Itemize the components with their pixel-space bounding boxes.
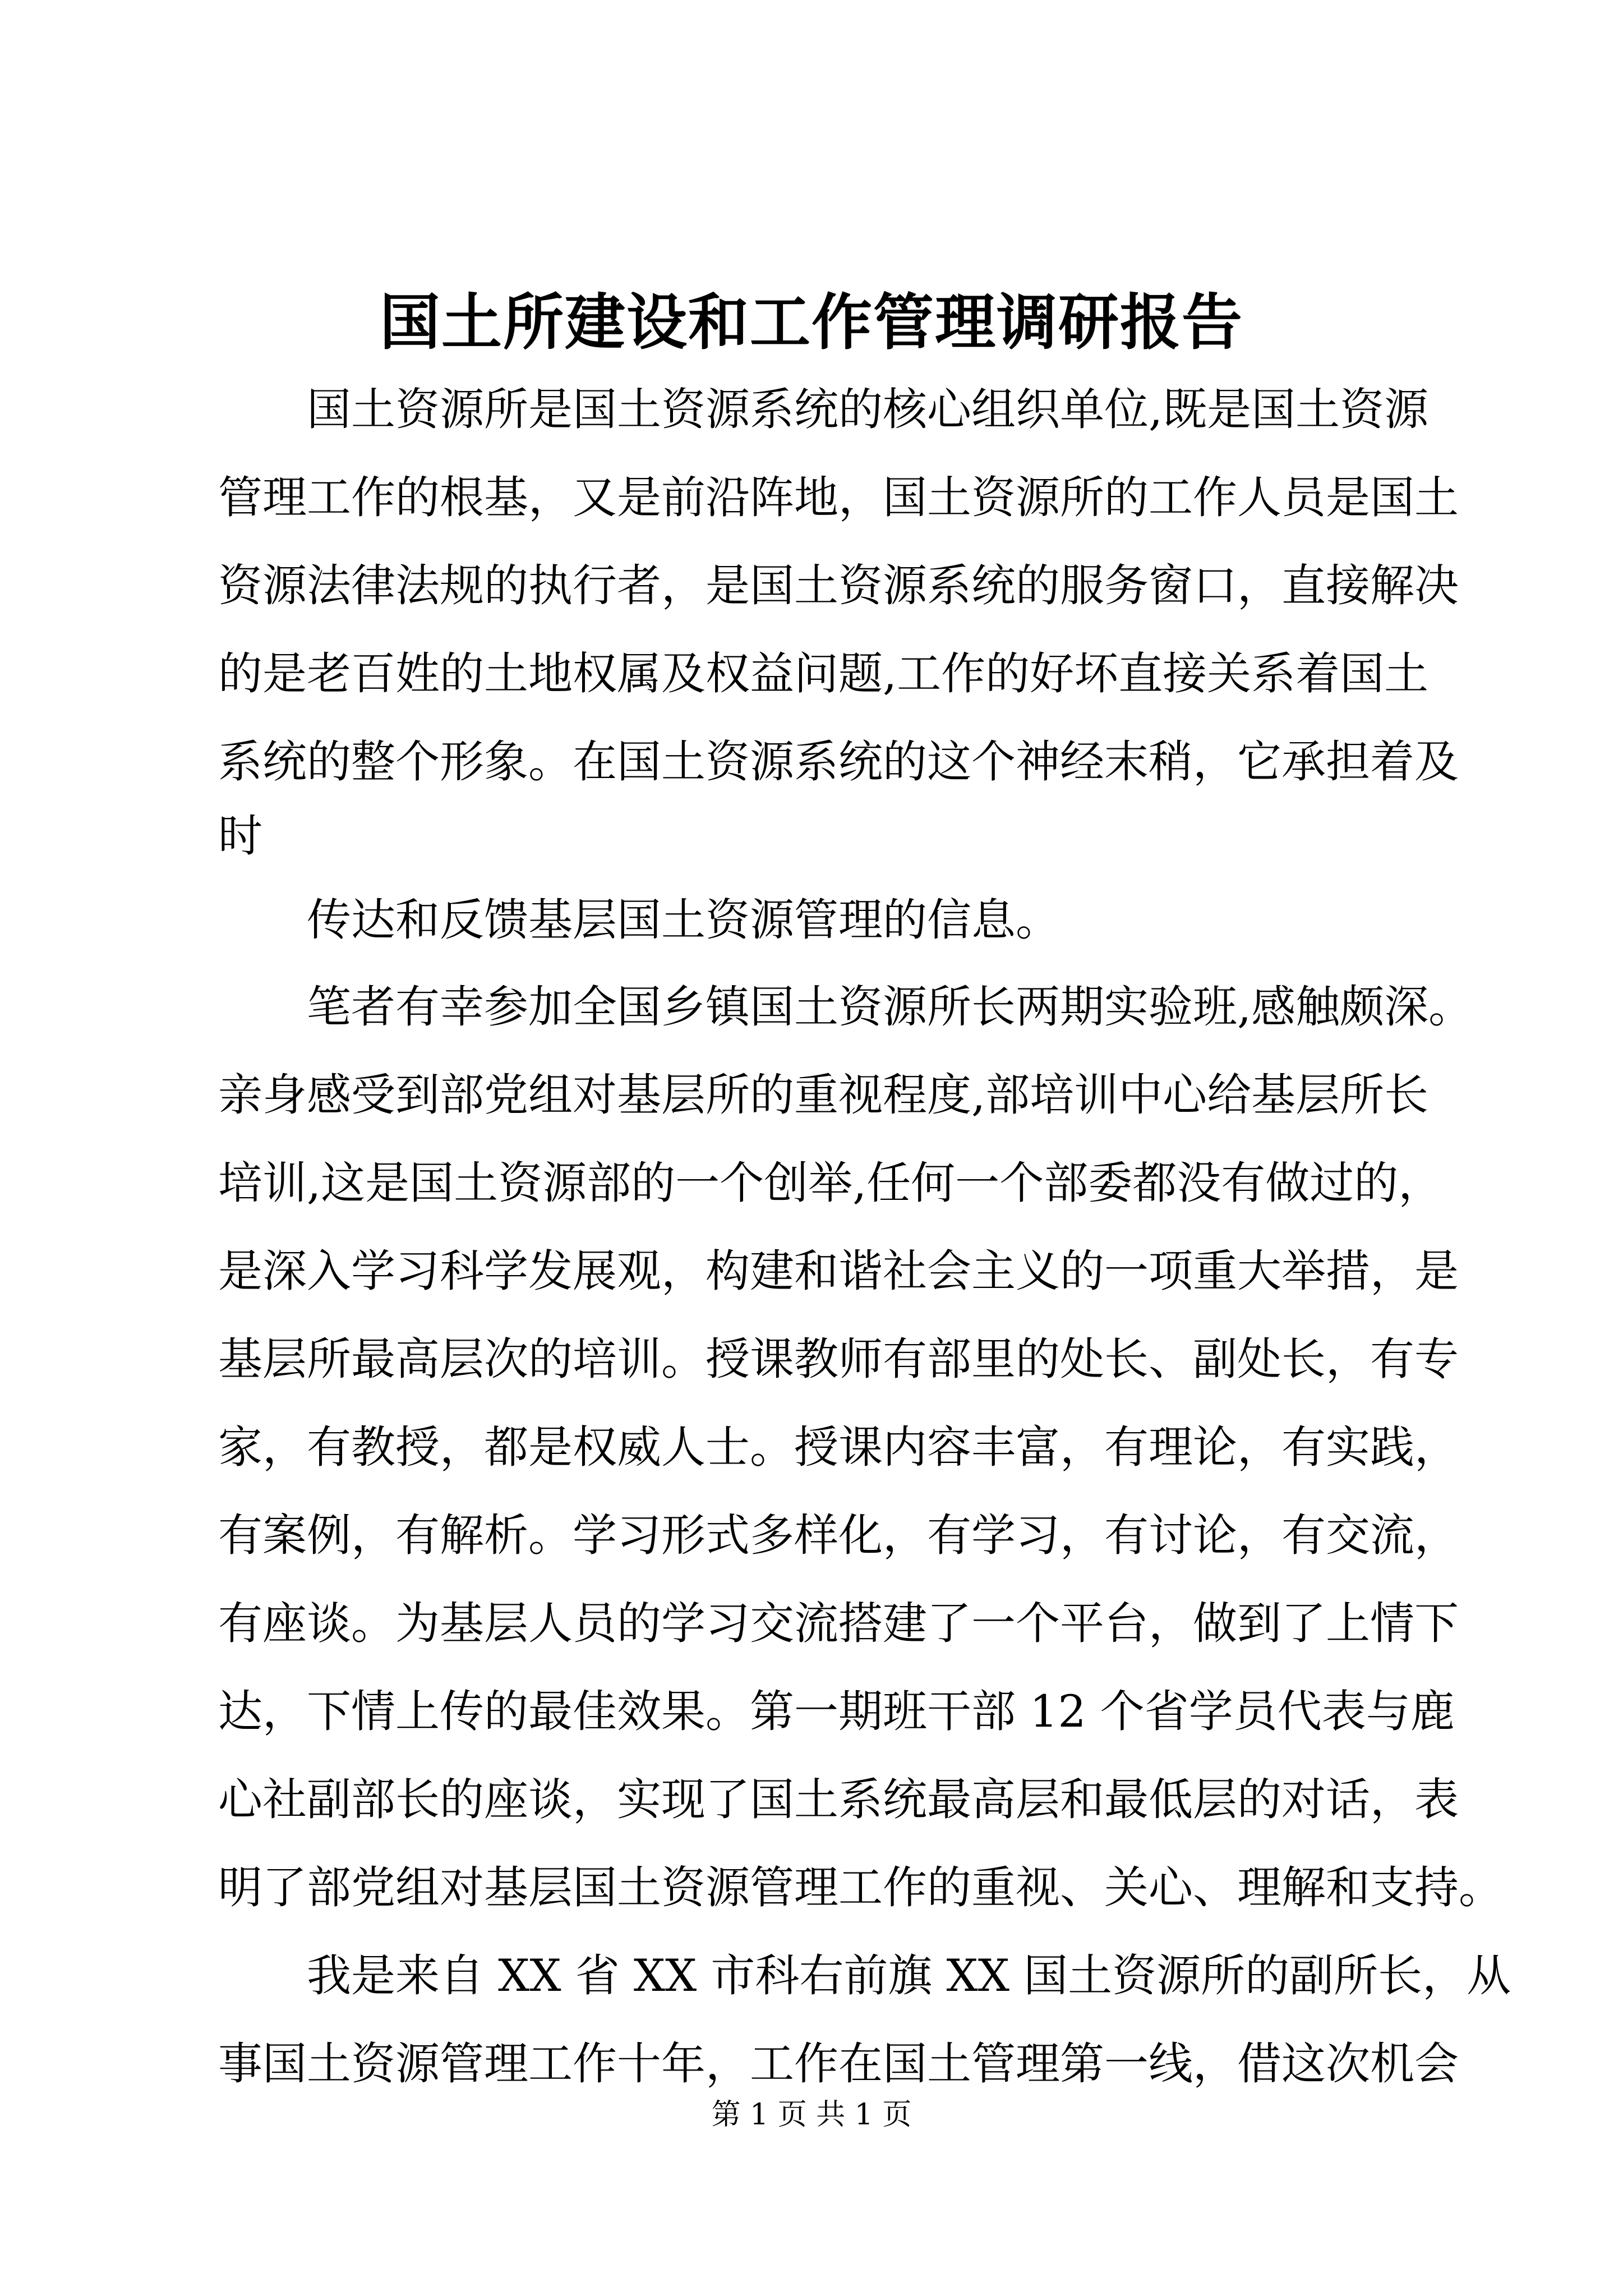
paragraph-3-line-7: 有案例，有解析。学习形式多样化，有学习，有讨论，有交流，: [218, 1510, 1459, 1561]
paragraph-3-line-2: 亲身感受到部党组对基层所的重视程度,部培训中心给基层所长: [218, 1069, 1429, 1121]
document-title: 国土所建设和工作管理调研报告: [379, 287, 1243, 358]
paragraph-1-line-5: 系统的整个形象。在国土资源系统的这个神经末稍，它承担着及: [218, 736, 1459, 788]
paragraph-3-line-8: 有座谈。为基层人员的学习交流搭建了一个平台，做到了上情下: [218, 1598, 1459, 1649]
paragraph-3-line-10: 心社副部长的座谈，实现了国土系统最高层和最低层的对话，表: [218, 1774, 1459, 1825]
paragraph-3-line-9: 达，下情上传的最佳效果。第一期班干部 12 个省学员代表与鹿: [218, 1686, 1455, 1737]
paragraph-3-line-3: 培训,这是国土资源部的一个创举,任何一个部委都没有做过的，: [218, 1157, 1443, 1209]
paragraph-2-line-1: 传达和反馈基层国土资源管理的信息。: [307, 894, 1060, 946]
paragraph-3-line-4: 是深入学习科学发展观，构建和谐社会主义的一项重大举措，是: [218, 1245, 1459, 1297]
paragraph-1-line-1: 国土资源所是国土资源系统的核心组织单位,既是国土资源: [307, 384, 1429, 435]
paragraph-1-line-4: 的是老百姓的土地权属及权益问题,工作的好坏直接关系着国土: [218, 648, 1429, 700]
paragraph-4-line-1: 我是来自 XX 省 XX 市科右前旗 XX 国土资源所的副所长，从: [307, 1950, 1511, 2001]
paragraph-1-line-6: 时: [218, 810, 262, 862]
paragraph-1-line-2: 管理工作的根基，又是前沿阵地，国土资源所的工作人员是国土: [218, 472, 1459, 523]
paragraph-3-line-5: 基层所最高层次的培训。授课教师有部里的处长、副处长，有专: [218, 1333, 1459, 1385]
page-footer: 第 1 页 共 1 页: [711, 2098, 912, 2132]
paragraph-1-line-3: 资源法律法规的执行者，是国土资源系统的服务窗口，直接解决: [218, 560, 1459, 611]
paragraph-3-line-6: 家，有教授，都是权威人士。授课内容丰富，有理论，有实践，: [218, 1421, 1459, 1473]
paragraph-4-line-2: 事国土资源管理工作十年，工作在国土管理第一线，借这次机会: [218, 2038, 1459, 2090]
paragraph-3-line-11: 明了部党组对基层国土资源管理工作的重视、关心、理解和支持。: [218, 1862, 1503, 1913]
paragraph-3-line-1: 笔者有幸参加全国乡镇国土资源所长两期实验班,感触颇深。: [307, 981, 1473, 1033]
